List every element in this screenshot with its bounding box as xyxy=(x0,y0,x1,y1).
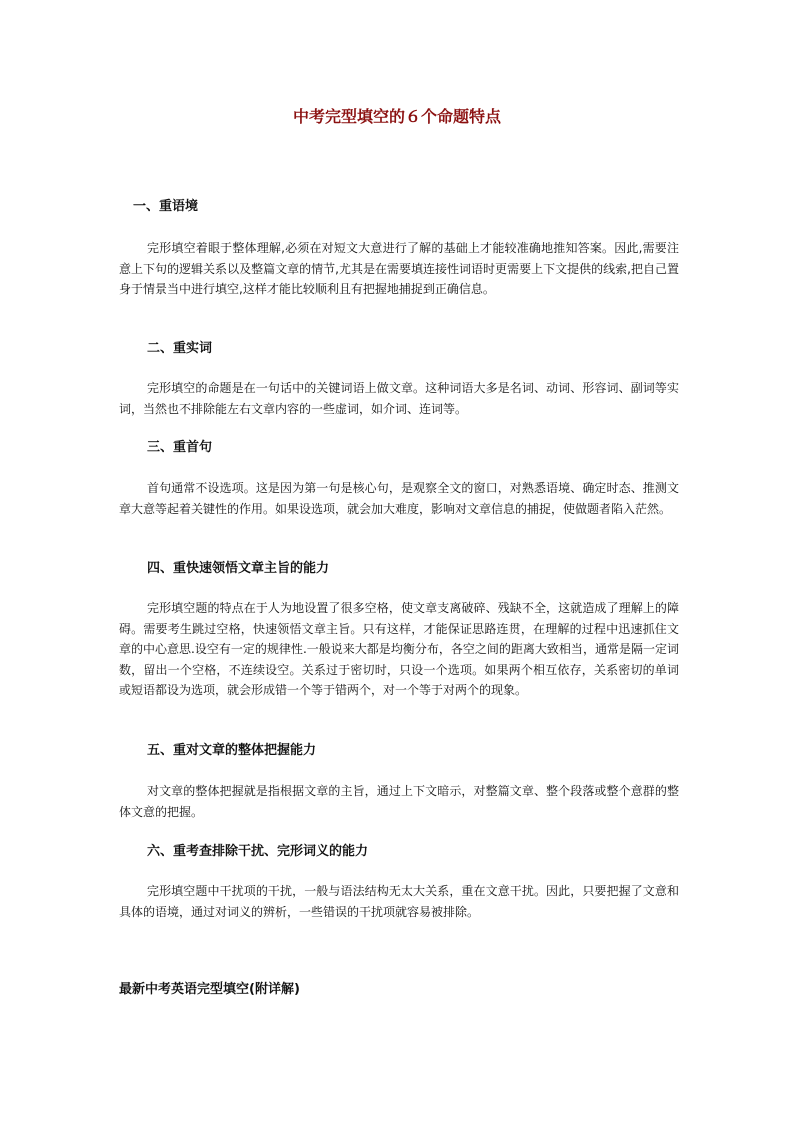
section-3-paragraph: 首句通常不设选项。这是因为第一句是核心句，是观察全文的窗口，对熟悉语境、确定时态、推测文章大意等起着关键性的作用。如果设选项，就会加大难度，影响对文章信息的捕捉，使做题者陷入茫然。 xyxy=(119,481,679,516)
section-3-heading: 三、重首句 xyxy=(147,440,213,455)
section-5-heading: 五、重对文章的整体把握能力 xyxy=(147,743,317,758)
section-5-paragraph: 对文章的整体把握就是指根据文章的主旨，通过上下文暗示，对整篇文章、整个段落或整个意群的整体文意的把握。 xyxy=(119,784,679,819)
document-title: 中考完型填空的６个命题特点 xyxy=(292,107,501,126)
footer-title: 最新中考英语完型填空(附详解) xyxy=(119,982,300,997)
section-6-paragraph: 完形填空题中干扰项的干扰，一般与语法结构无太大关系，重在文意干扰。因此，只要把握了文意和具体的语境，通过对词义的辨析，一些错误的干扰项就容易被排除。 xyxy=(119,884,679,919)
section-4-paragraph: 完形填空题的特点在于人为地设置了很多空格，使文章支离破碎、残缺不全，这就造成了理解上的障碍。需要考生跳过空格，快速领悟文章主旨。只有这样，才能保证思路连贯，在理解的过程中迅速抓住文章的中心意思.设空有一定的规律性.一般说来大都是均衡分布，各空之间的距离大致相当，通常是隔一定词数，留出一个空格，不连续设空。关系过于密切时，只设一个选项。如果两个相互依存，关系密切的单词或短语都设为选项，就会形成错一个等于错两个，对一个等于对两个的现象。 xyxy=(119,601,679,697)
section-2-paragraph: 完形填空的命题是在一句话中的关键词语上做文章。这种词语大多是名词、动词、形容词、副词等实词，当然也不排除能左右文章内容的一些虚词，如介词、连词等。 xyxy=(119,381,679,416)
section-1-paragraph: 完形填空着眼于整体理解,必须在对短文大意进行了解的基础上才能较准确地推知答案。因此,需要注意上下句的逻辑关系以及整篇文章的情节,尤其是在需要填连接性词语时更需要上下文提供的线索,把自己置身于情景当中进行填空,这样才能比较顺利且有把握地捕捉到正确信息。 xyxy=(119,241,679,296)
section-2-heading: 二、重实词 xyxy=(147,341,213,356)
section-1-heading: 一、重语境 xyxy=(133,199,199,214)
section-6-heading: 六、重考查排除干扰、完形词义的能力 xyxy=(147,844,369,859)
section-4-heading: 四、重快速领悟文章主旨的能力 xyxy=(147,561,330,576)
